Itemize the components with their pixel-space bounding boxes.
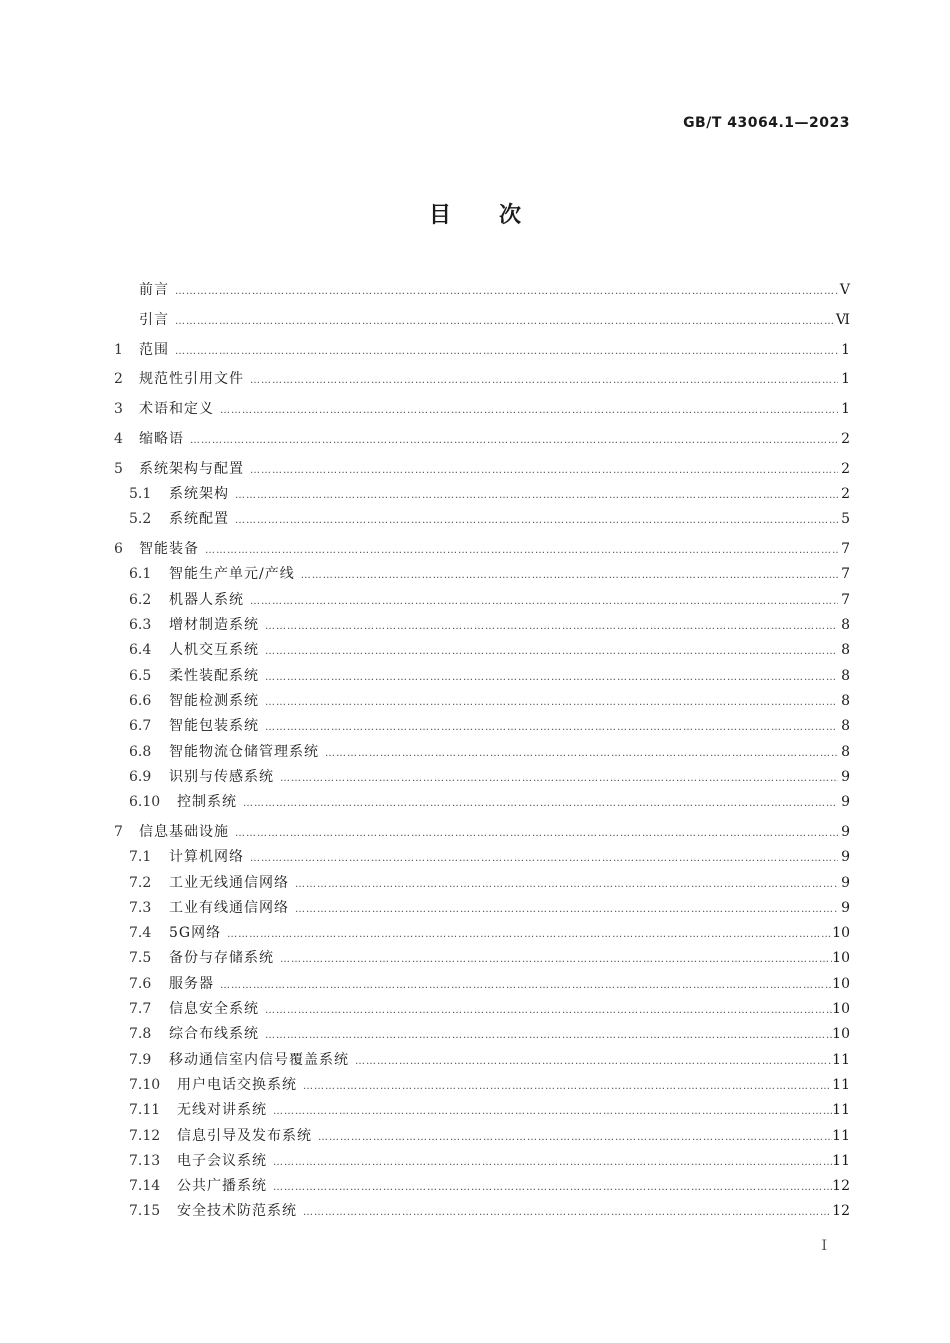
toc-entry-page: 9 bbox=[841, 823, 850, 840]
toc-dot-leader bbox=[250, 846, 838, 871]
toc-entry-title: 备份与存储系统 bbox=[169, 950, 274, 967]
toc-entry-title: 信息引导及发布系统 bbox=[177, 1127, 312, 1144]
toc-dot-leader bbox=[265, 715, 838, 740]
toc-entry-title: 系统配置 bbox=[169, 511, 229, 528]
toc-dot-leader bbox=[235, 508, 838, 533]
toc-entry-title: 工业有线通信网络 bbox=[169, 899, 289, 916]
toc-dot-leader bbox=[265, 690, 838, 715]
toc-entry-number: 6.5 bbox=[129, 667, 152, 684]
toc-entry-page: 10 bbox=[832, 950, 850, 967]
toc-entry-title: 系统架构 bbox=[169, 486, 229, 503]
toc-dot-leader bbox=[220, 973, 832, 998]
toc-entry-title: 识别与传感系统 bbox=[169, 768, 274, 785]
toc-dot-leader bbox=[295, 897, 838, 922]
toc-dot-leader bbox=[318, 1125, 832, 1150]
toc-dot-leader bbox=[250, 458, 838, 483]
toc-entry-number: 7.12 bbox=[129, 1127, 161, 1144]
toc-dot-leader bbox=[265, 665, 838, 690]
toc-entry-page: 9 bbox=[841, 874, 850, 891]
toc-dot-leader bbox=[265, 614, 838, 639]
toc-entry-number: 4 bbox=[114, 430, 123, 447]
toc-entry-title: 5G网络 bbox=[169, 925, 222, 942]
toc-entry[interactable] bbox=[114, 1098, 850, 1123]
toc-entry[interactable] bbox=[114, 946, 850, 971]
toc-dot-leader bbox=[220, 398, 838, 423]
toc-entry-title: 计算机网络 bbox=[169, 849, 244, 866]
toc-dot-leader bbox=[280, 766, 838, 791]
toc-entry-number: 3 bbox=[114, 401, 123, 418]
toc-entry-number: 7.7 bbox=[129, 1001, 152, 1018]
toc-entry[interactable] bbox=[114, 638, 850, 663]
toc-dot-leader bbox=[273, 1099, 832, 1124]
toc-dot-leader bbox=[175, 339, 838, 364]
toc-entry-title: 系统架构与配置 bbox=[139, 460, 244, 477]
toc-entry-title: 无线对讲系统 bbox=[177, 1102, 267, 1119]
toc-entry[interactable] bbox=[114, 278, 850, 303]
toc-entry[interactable] bbox=[114, 972, 850, 997]
toc-entry-page: 12 bbox=[832, 1203, 850, 1220]
toc-entry-number: 6.2 bbox=[129, 591, 152, 608]
toc-entry-number: 6.6 bbox=[129, 692, 152, 709]
toc-entry-page: Ⅵ bbox=[835, 311, 850, 328]
toc-entry[interactable] bbox=[114, 427, 850, 452]
toc-entry-page: 1 bbox=[841, 371, 850, 388]
toc-entry-page: 8 bbox=[841, 617, 850, 634]
toc-dot-leader bbox=[250, 368, 838, 393]
toc-entry[interactable] bbox=[114, 562, 850, 587]
toc-entry[interactable] bbox=[114, 997, 850, 1022]
toc-entry-title: 增材制造系统 bbox=[169, 617, 259, 634]
toc-entry-title: 前言 bbox=[139, 282, 169, 298]
toc-entry[interactable] bbox=[114, 1174, 850, 1199]
toc-entry-page: 11 bbox=[832, 1051, 850, 1068]
toc-dot-leader bbox=[265, 998, 832, 1023]
toc-entry-page: 10 bbox=[832, 975, 850, 992]
toc-entry-page: 2 bbox=[841, 486, 850, 503]
toc-entry-number: 7.14 bbox=[129, 1178, 161, 1195]
toc-entry[interactable] bbox=[114, 765, 850, 790]
toc-entry[interactable] bbox=[114, 537, 850, 562]
toc-entry-title: 柔性装配系统 bbox=[169, 667, 259, 684]
toc-entry[interactable] bbox=[114, 1124, 850, 1149]
toc-entry-title: 电子会议系统 bbox=[177, 1152, 267, 1169]
toc-entry[interactable] bbox=[114, 1048, 850, 1073]
toc-entry[interactable] bbox=[114, 664, 850, 689]
toc-entry-number: 6.8 bbox=[129, 743, 152, 760]
toc-entry-number: 7.9 bbox=[129, 1051, 152, 1068]
toc-entry-page: 1 bbox=[841, 341, 850, 358]
toc-entry[interactable] bbox=[114, 588, 850, 613]
toc-entry-title: 信息基础设施 bbox=[139, 823, 229, 840]
toc-entry-title: 工业无线通信网络 bbox=[169, 874, 289, 891]
toc-entry-page: Ⅴ bbox=[839, 282, 850, 298]
toc-entry-page: 9 bbox=[841, 899, 850, 916]
toc-entry-title: 控制系统 bbox=[177, 794, 237, 811]
toc-dot-leader bbox=[235, 821, 838, 846]
toc-entry-page: 12 bbox=[832, 1178, 850, 1195]
toc-entry-page: 7 bbox=[841, 541, 850, 558]
toc-dot-leader bbox=[273, 1150, 832, 1175]
toc-entry-number: 1 bbox=[114, 341, 123, 358]
toc-entry-number: 7.3 bbox=[129, 899, 152, 916]
toc-entry-title: 信息安全系统 bbox=[169, 1001, 259, 1018]
toc-entry-number: 7.2 bbox=[129, 874, 152, 891]
toc-dot-leader bbox=[355, 1049, 832, 1074]
toc-entry-number: 7.13 bbox=[129, 1152, 161, 1169]
toc-entry-title: 服务器 bbox=[169, 975, 214, 992]
toc-entry-page: 9 bbox=[841, 849, 850, 866]
toc-entry-number: 6.1 bbox=[129, 566, 152, 583]
toc-entry-page: 11 bbox=[832, 1127, 850, 1144]
toc-entry-title: 人机交互系统 bbox=[169, 642, 259, 659]
toc-entry-page: 8 bbox=[841, 642, 850, 659]
toc-entry-number: 7.10 bbox=[129, 1076, 161, 1093]
toc-dot-leader bbox=[273, 1175, 832, 1200]
toc-entry-number: 7.5 bbox=[129, 950, 152, 967]
toc-entry[interactable] bbox=[114, 689, 850, 714]
toc-dot-leader bbox=[243, 791, 838, 816]
page-title: 目次 bbox=[428, 202, 569, 228]
toc-entry-number: 5 bbox=[114, 460, 123, 477]
toc-dot-leader bbox=[265, 639, 838, 664]
toc-dot-leader bbox=[235, 483, 838, 508]
toc-entry-number: 6.4 bbox=[129, 642, 152, 659]
toc-entry-page: 8 bbox=[841, 667, 850, 684]
toc-entry-number: 7.8 bbox=[129, 1026, 152, 1043]
toc-entry-page: 11 bbox=[832, 1102, 850, 1119]
toc-entry-page: 5 bbox=[841, 511, 850, 528]
toc-dot-leader bbox=[227, 922, 832, 947]
toc-dot-leader bbox=[301, 563, 838, 588]
toc-entry[interactable] bbox=[114, 613, 850, 638]
toc-entry-number: 6.10 bbox=[129, 794, 161, 811]
toc-entry[interactable] bbox=[114, 1149, 850, 1174]
toc-entry[interactable] bbox=[114, 1022, 850, 1047]
toc-entry[interactable] bbox=[114, 1199, 850, 1224]
toc-entry-number: 7 bbox=[114, 823, 123, 840]
toc-dot-leader bbox=[303, 1200, 832, 1225]
toc-entry-page: 10 bbox=[832, 1001, 850, 1018]
toc-entry[interactable] bbox=[114, 790, 850, 815]
toc-entry-number: 7.15 bbox=[129, 1203, 161, 1220]
toc-entry[interactable] bbox=[114, 714, 850, 739]
toc-entry-title: 智能包装系统 bbox=[169, 718, 259, 735]
toc-entry-page: 11 bbox=[832, 1152, 850, 1169]
toc-entry-number: 7.11 bbox=[129, 1102, 161, 1119]
toc-entry-page: 8 bbox=[841, 692, 850, 709]
toc-entry[interactable] bbox=[114, 1073, 850, 1098]
toc-dot-leader bbox=[175, 279, 838, 304]
toc-entry-title: 规范性引用文件 bbox=[139, 371, 244, 388]
toc-dot-leader bbox=[325, 741, 838, 766]
toc-entry-page: 2 bbox=[841, 460, 850, 477]
toc-entry-number: 6 bbox=[114, 541, 123, 558]
toc-entry-page: 10 bbox=[832, 925, 850, 942]
toc-entry-number: 7.6 bbox=[129, 975, 152, 992]
toc-entry-page: 7 bbox=[841, 566, 850, 583]
toc-entry-title: 综合布线系统 bbox=[169, 1026, 259, 1043]
toc-entry-page: 9 bbox=[841, 794, 850, 811]
toc-dot-leader bbox=[175, 309, 836, 334]
toc-entry-page: 2 bbox=[841, 430, 850, 447]
toc-entry[interactable] bbox=[114, 338, 850, 363]
toc-entry[interactable] bbox=[114, 845, 850, 870]
toc-dot-leader bbox=[190, 428, 838, 453]
toc-entry-page: 10 bbox=[832, 1026, 850, 1043]
toc-entry-title: 智能生产单元/产线 bbox=[169, 566, 295, 583]
toc-entry[interactable] bbox=[114, 397, 850, 422]
toc-entry-title: 智能检测系统 bbox=[169, 692, 259, 709]
toc-entry-title: 缩略语 bbox=[139, 430, 184, 447]
page-number: Ⅰ bbox=[821, 1238, 827, 1254]
toc-entry[interactable] bbox=[114, 507, 850, 532]
toc-entry-page: 8 bbox=[841, 743, 850, 760]
toc-entry-title: 术语和定义 bbox=[139, 401, 214, 418]
toc-entry[interactable] bbox=[114, 921, 850, 946]
toc-entry-number: 5.2 bbox=[129, 511, 152, 528]
toc-entry-page: 11 bbox=[832, 1076, 850, 1093]
toc-entry-number: 5.1 bbox=[129, 486, 152, 503]
toc-entry[interactable] bbox=[114, 820, 850, 845]
toc-entry-title: 智能装备 bbox=[139, 541, 199, 558]
toc-dot-leader bbox=[280, 947, 832, 972]
toc-entry-number: 7.4 bbox=[129, 925, 152, 942]
toc-dot-leader bbox=[205, 538, 838, 563]
toc-entry-title: 智能物流仓储管理系统 bbox=[169, 743, 319, 760]
toc-entry-title: 公共广播系统 bbox=[177, 1178, 267, 1195]
toc-entry-number: 2 bbox=[114, 371, 123, 388]
toc-entry[interactable] bbox=[114, 871, 850, 896]
toc-entry-title: 安全技术防范系统 bbox=[177, 1203, 297, 1220]
toc-entry[interactable] bbox=[114, 457, 850, 482]
toc-entry-number: 7.1 bbox=[129, 849, 152, 866]
toc-entry-title: 用户电话交换系统 bbox=[177, 1076, 297, 1093]
toc-entry-number: 6.9 bbox=[129, 768, 152, 785]
table-of-contents bbox=[114, 278, 850, 1225]
toc-entry-title: 范围 bbox=[139, 341, 169, 358]
toc-entry[interactable] bbox=[114, 482, 850, 507]
toc-entry-number: 6.3 bbox=[129, 617, 152, 634]
toc-entry[interactable] bbox=[114, 740, 850, 765]
toc-entry-title: 引言 bbox=[139, 311, 169, 328]
toc-entry-page: 9 bbox=[841, 768, 850, 785]
toc-entry-title: 机器人系统 bbox=[169, 591, 244, 608]
toc-dot-leader bbox=[295, 872, 838, 897]
toc-dot-leader bbox=[303, 1074, 832, 1099]
toc-entry[interactable] bbox=[114, 367, 850, 392]
toc-entry[interactable] bbox=[114, 308, 850, 333]
toc-entry-page: 1 bbox=[841, 401, 850, 418]
toc-entry-title: 移动通信室内信号覆盖系统 bbox=[169, 1051, 349, 1068]
toc-dot-leader bbox=[265, 1023, 832, 1048]
toc-entry-page: 8 bbox=[841, 718, 850, 735]
standard-code: GB/T 43064.1—2023 bbox=[683, 115, 850, 131]
toc-entry-page: 7 bbox=[841, 591, 850, 608]
toc-dot-leader bbox=[250, 589, 838, 614]
toc-entry-number: 6.7 bbox=[129, 718, 152, 735]
toc-entry[interactable] bbox=[114, 896, 850, 921]
